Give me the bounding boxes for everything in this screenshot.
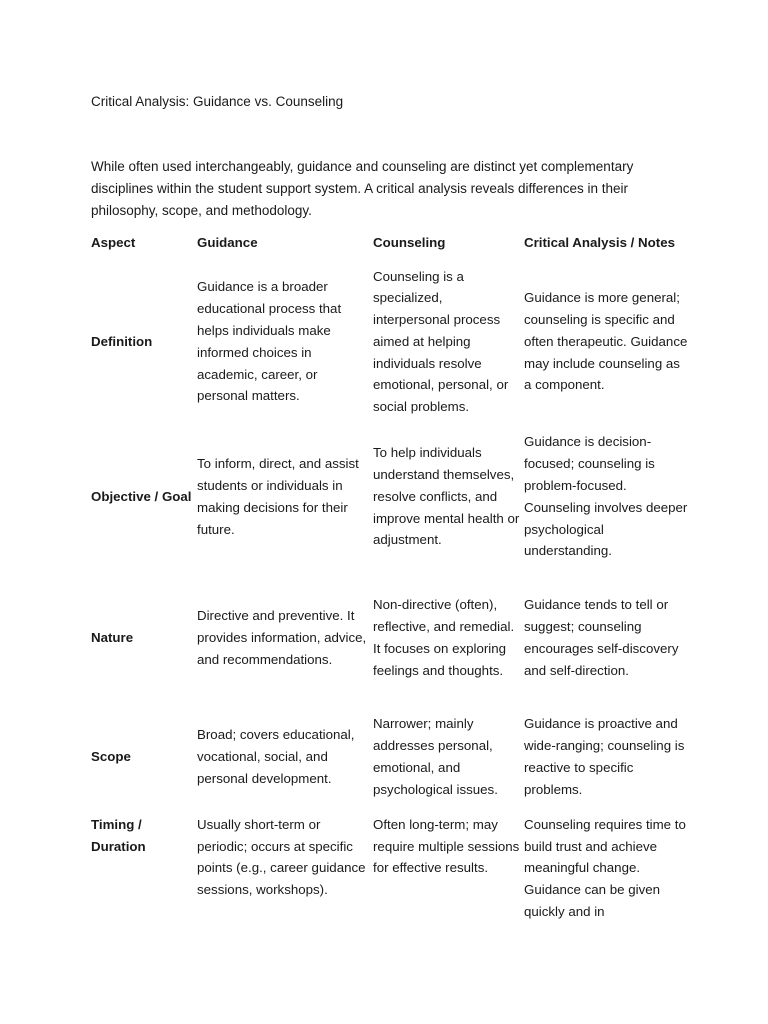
row-aspect-cell: Scope xyxy=(91,748,131,764)
document-title: Critical Analysis: Guidance vs. Counseling xyxy=(91,94,344,109)
notes-cell: Guidance is proactive and wide-ranging; counseling is reactive to specific problems. xyxy=(524,716,685,797)
guidance-cell: To inform, direct, and assist students or individuals in making decisions for their future. xyxy=(197,456,359,537)
notes-cell: Counseling requires time to build trust and achieve meaningful change. Guidance can be given quickly and in xyxy=(524,816,686,919)
table-header-row xyxy=(90,229,690,263)
guidance-cell: Guidance is a broader educational process that helps individuals make informed choices in academic, career, or personal matters. xyxy=(197,279,342,404)
header-guidance: Guidance xyxy=(197,235,258,250)
notes-cell: Guidance is more general; counseling is specific and often therapeutic. Guidance may include counseling as a component. xyxy=(524,290,688,393)
table-row xyxy=(90,811,690,923)
counseling-cell: To help individuals understand themselves, resolve conflicts, and improve mental health or adjustment. xyxy=(373,445,520,548)
row-aspect-cell: Objective / Goal xyxy=(91,488,192,504)
guidance-cell: Broad; covers educational, vocational, social, and personal development. xyxy=(197,727,355,786)
header-aspect: Aspect xyxy=(91,235,136,250)
notes-cell: Guidance tends to tell or suggest; counseling encourages self-discovery and self-direction. xyxy=(524,597,679,678)
header-counseling: Counseling xyxy=(373,235,446,250)
row-aspect-cell: Definition xyxy=(91,333,153,349)
counseling-cell: Narrower; mainly addresses personal, emotional, and psychological issues. xyxy=(373,716,498,797)
table-row xyxy=(90,263,690,421)
guidance-cell: Directive and preventive. It provides information, advice, and recommendations. xyxy=(197,608,367,667)
row-aspect-cell: Timing / Duration xyxy=(91,816,146,854)
guidance-cell: Usually short-term or periodic; occurs at specific points (e.g., career guidance sessions, workshops). xyxy=(197,816,366,898)
table-row xyxy=(90,703,690,811)
comparison-table xyxy=(90,229,690,923)
table-row xyxy=(90,421,690,573)
table-row xyxy=(90,573,690,703)
counseling-cell: Often long-term; may require multiple sessions for effective results. xyxy=(373,816,520,876)
row-aspect-cell: Nature xyxy=(91,629,134,645)
intro-paragraph: While often used interchangeably, guidance and counseling are distinct yet complementary disciplines within the student support system. A critical analysis reveals differences in their philosophy, scope, and methodology. xyxy=(91,159,634,218)
counseling-cell: Counseling is a specialized, interpersonal process aimed at helping individuals resolve emotional, personal, or social problems. xyxy=(373,268,509,415)
counseling-cell: Non-directive (often), reflective, and remedial. It focuses on exploring feelings and thoughts. xyxy=(373,597,515,678)
notes-cell: Guidance is decision-focused; counseling is problem-focused. Counseling involves deeper psychological understanding. xyxy=(524,434,688,559)
header-notes: Critical Analysis / Notes xyxy=(524,235,675,250)
